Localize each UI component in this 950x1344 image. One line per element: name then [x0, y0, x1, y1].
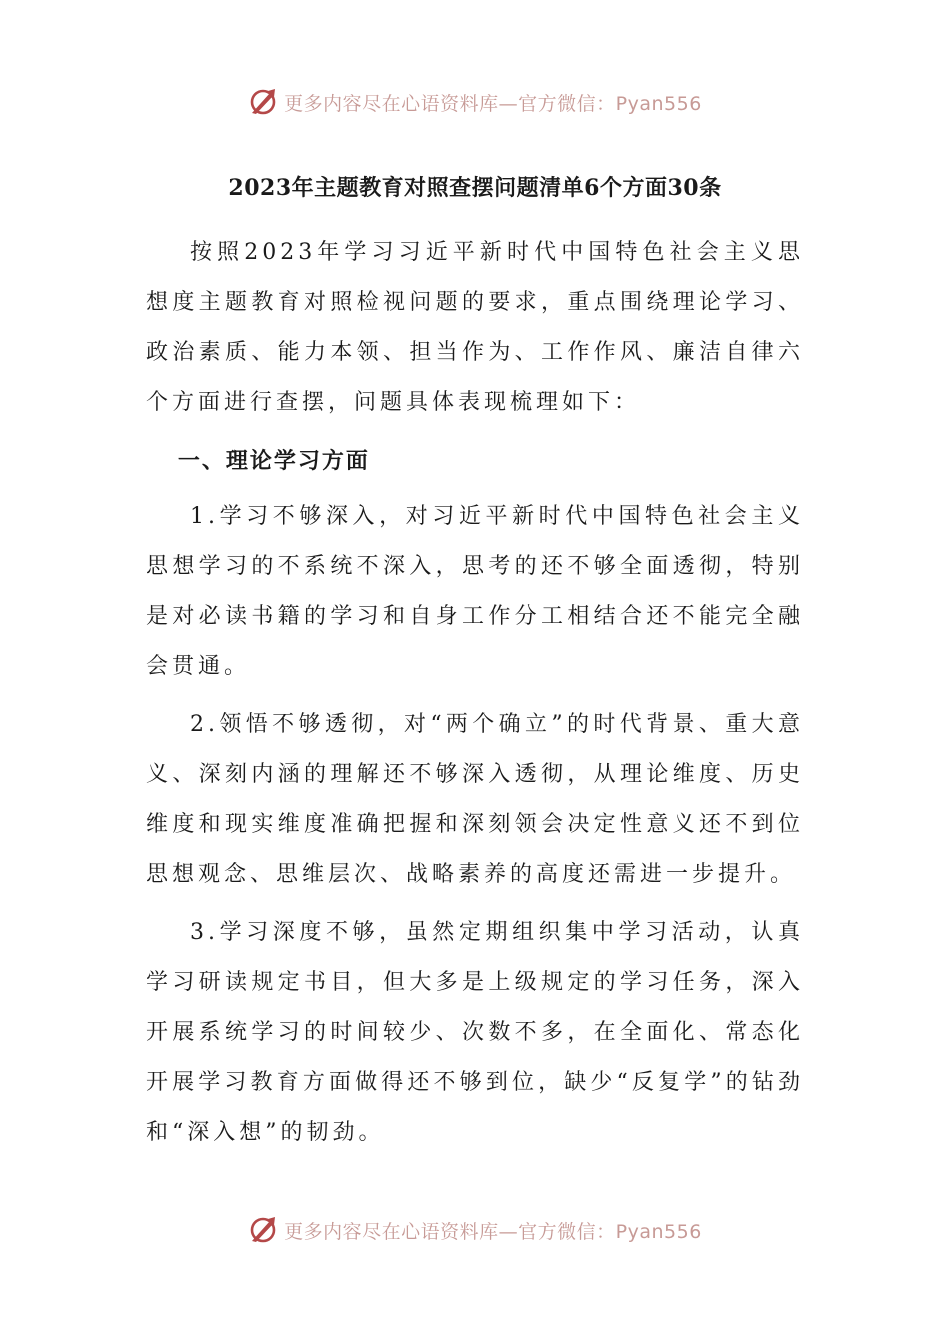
banner-text	[284, 89, 702, 116]
banner-text	[284, 1217, 702, 1244]
footer-banner	[0, 1210, 950, 1250]
banner-wechat-id: Pyan556	[615, 92, 702, 115]
banner-promo-text: 更多内容尽在心语资料库—官方微信：	[284, 1220, 616, 1243]
intro-paragraph: 按照2023年学习习近平新时代中国特色社会主义思想度主题教育对照检视问题的要求，重点围绕理论学习、政治素质、能力本领、担当作为、工作作风、廉洁自律六个方面进行查摆，问题具体表现梳理如下：	[146, 240, 804, 415]
document-title: 2023年主题教育对照查摆问题清单6个方面30条	[228, 175, 722, 201]
document-body	[146, 168, 804, 1166]
header-banner	[0, 82, 950, 122]
section-heading: 一、理论学习方面	[177, 448, 370, 474]
banner-wechat-id: Pyan556	[615, 1220, 702, 1243]
banner-promo-text: 更多内容尽在心语资料库—官方微信：	[284, 92, 616, 115]
quill-pen-icon	[248, 1215, 278, 1245]
list-item: 3.学习深度不够，虽然定期组织集中学习活动，认真学习研读规定书目，但大多是上级规定的学习任务，深入开展系统学习的时间较少、次数不多，在全面化、常态化开展学习教育方面做得还不够到位，缺少“反复学”的钻劲和“深入想”的韧劲。	[146, 920, 804, 1145]
quill-pen-icon	[248, 87, 278, 117]
list-item: 1.学习不够深入，对习近平新时代中国特色社会主义思想学习的不系统不深入，思考的还不够全面透彻，特别是对必读书籍的学习和自身工作分工相结合还不能完全融会贯通。	[146, 504, 804, 679]
list-item: 2.领悟不够透彻，对“两个确立”的时代背景、重大意义、深刻内涵的理解还不够深入透彻，从理论维度、历史维度和现实维度准确把握和深刻领会决定性意义还不到位思想观念、思维层次、战略素养的高度还需进一步提升。	[146, 712, 804, 887]
